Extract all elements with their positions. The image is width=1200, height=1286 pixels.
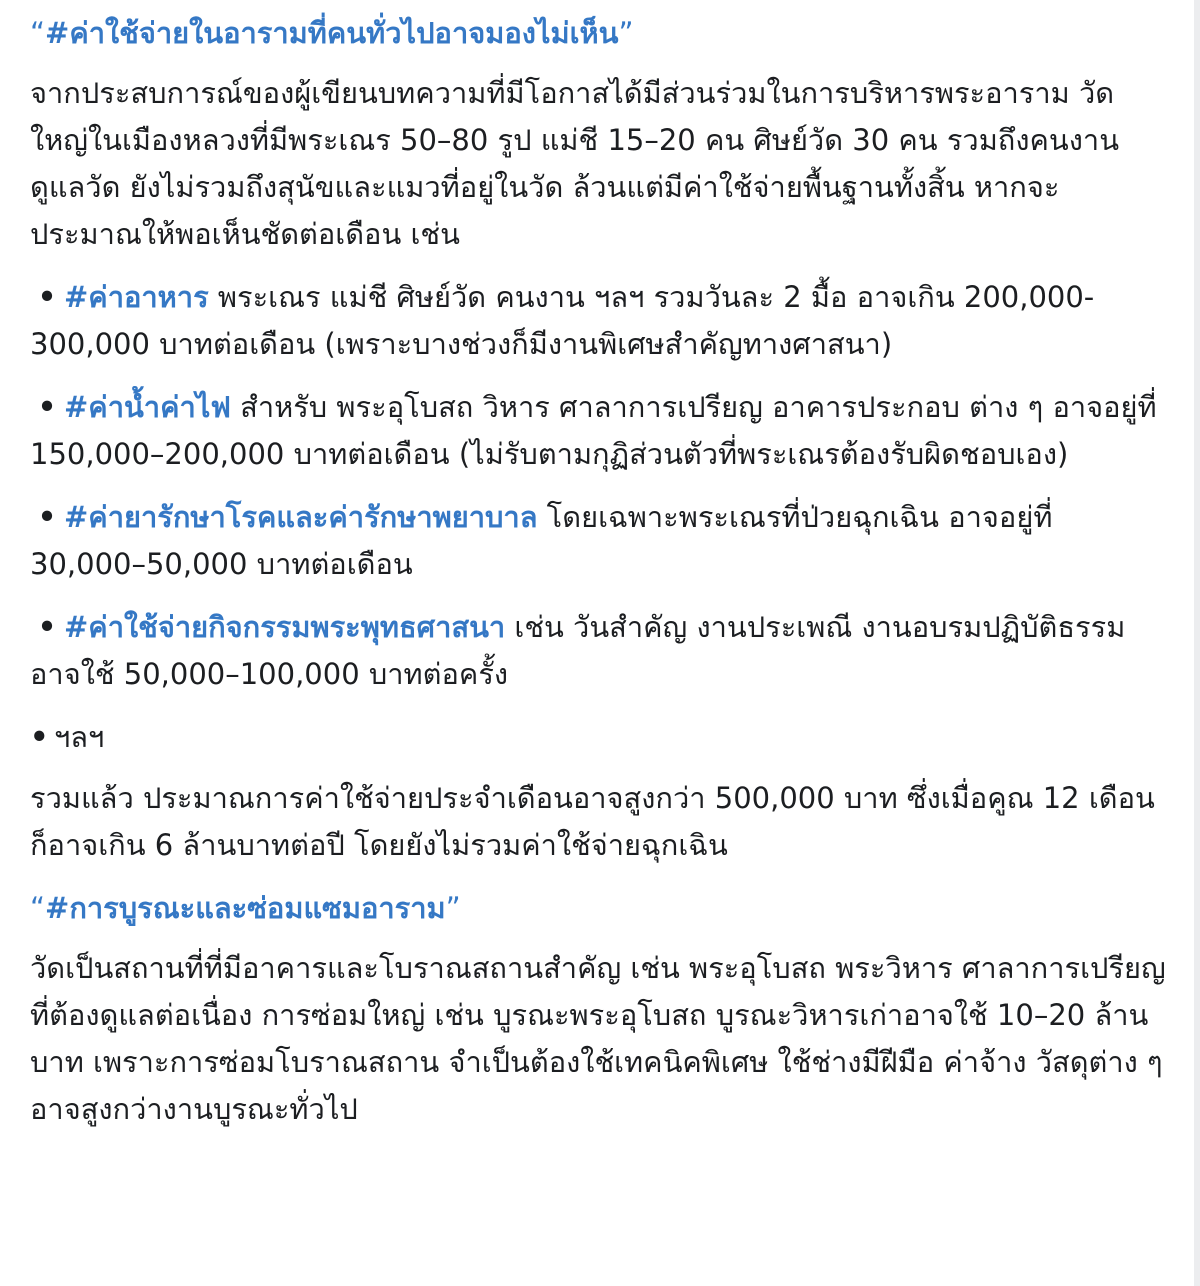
- bullet-icon: •: [37, 610, 57, 644]
- list-item-text: เช่น วันสำคัญ งานประเพณี งานอบรมปฏิบัติธรรม อาจใช้ 50,000–100,000 บาทต่อครั้ง: [30, 610, 1126, 691]
- bullet-icon: •: [37, 280, 57, 314]
- hashtag-food-link[interactable]: #ค่าอาหาร: [64, 280, 209, 314]
- close-quote: ”: [618, 16, 634, 50]
- hashtag-expenses-link[interactable]: #ค่าใช้จ่ายในอารามที่คนทั่วไปอาจมองไม่เห็น: [45, 16, 619, 50]
- list-item-medical: [30, 494, 1170, 588]
- close-quote: ”: [445, 891, 461, 925]
- hashtag-activities-link[interactable]: #ค่าใช้จ่ายกิจกรรมพระพุทธศาสนา: [64, 610, 506, 644]
- open-quote: “: [30, 891, 46, 925]
- section-heading-expenses: [30, 10, 1170, 56]
- hashtag-utilities-link[interactable]: #ค่าน้ำค่าไฟ: [64, 390, 231, 424]
- list-item-etc: [30, 714, 1170, 761]
- list-item-text: ฯลฯ: [54, 720, 105, 754]
- list-item-utilities: [30, 384, 1170, 478]
- summary-paragraph: รวมแล้ว ประมาณการค่าใช้จ่ายประจำเดือนอาจสูงกว่า 500,000 บาท ซึ่งเมื่อคูณ 12 เดือน ก็อาจเกิน 6 ล้านบาทต่อปี โดยยังไม่รวมค่าใช้จ่ายฉุกเฉิน: [30, 781, 1155, 862]
- bullet-icon: •: [37, 500, 57, 534]
- list-item-text: สำหรับ พระอุโบสถ วิหาร ศาลาการเปรียญ อาคารประกอบ ต่าง ๆ อาจอยู่ที่ 150,000–200,000 บาทต่อเดือน (ไม่รับตามกุฏิส่วนตัวที่พระเณรต้องรับผิดชอบเอง): [30, 390, 1157, 471]
- hashtag-medical-link[interactable]: #ค่ายารักษาโรคและค่ารักษาพยาบาล: [64, 500, 538, 534]
- list-item-text: โดยเฉพาะพระเณรที่ป่วยฉุกเฉิน อาจอยู่ที่ 30,000–50,000 บาทต่อเดือน: [30, 500, 1053, 581]
- bullet-icon: •: [37, 390, 57, 424]
- restoration-paragraph: วัดเป็นสถานที่ที่มีอาคารและโบราณสถานสำคัญ เช่น พระอุโบสถ พระวิหาร ศาลาการเปรียญ ที่ต้องดูแลต่อเนื่อง การซ่อมใหญ่ เช่น บูรณะพระอุโบสถ บูรณะวิหารเก่าอาจใช้ 10–20 ล้านบาท เพราะการซ่อมโบราณสถาน จำเป็นต้องใช้เทคนิคพิเศษ ใช้ช่างมีฝีมือ ค่าจ้าง วัสดุต่าง ๆ อาจสูงกว่างานบูรณะทั่วไป: [30, 951, 1166, 1126]
- list-item-activities: [30, 604, 1170, 698]
- bullet-icon: •: [30, 720, 49, 754]
- scrollbar-track[interactable]: [1194, 0, 1200, 1286]
- intro-paragraph: จากประสบการณ์ของผู้เขียนบทความที่มีโอกาสได้มีส่วนร่วมในการบริหารพระอาราม วัดใหญ่ในเมืองหลวงที่มีพระเณร 50–80 รูป แม่ชี 15–20 คน ศิษย์วัด 30 คน รวมถึงคนงานดูแลวัด ยังไม่รวมถึงสุนัขและแมวที่อยู่ในวัด ล้วนแต่มีค่าใช้จ่ายพื้นฐานทั้งสิ้น หากจะประมาณให้พอเห็นชัดต่อเดือน เช่น: [30, 76, 1120, 251]
- section-heading-restoration: [30, 885, 1170, 931]
- open-quote: “: [30, 16, 46, 50]
- hashtag-restoration-link[interactable]: #การบูรณะและซ่อมแซมอาราม: [45, 891, 446, 925]
- list-item-text: พระเณร แม่ชี ศิษย์วัด คนงาน ฯลฯ รวมวันละ 2 มื้อ อาจเกิน 200,000- 300,000 บาทต่อเดือน (เพราะบางช่วงก็มีงานพิเศษสำคัญทางศาสนา): [30, 280, 1095, 361]
- list-item-food: [30, 274, 1170, 368]
